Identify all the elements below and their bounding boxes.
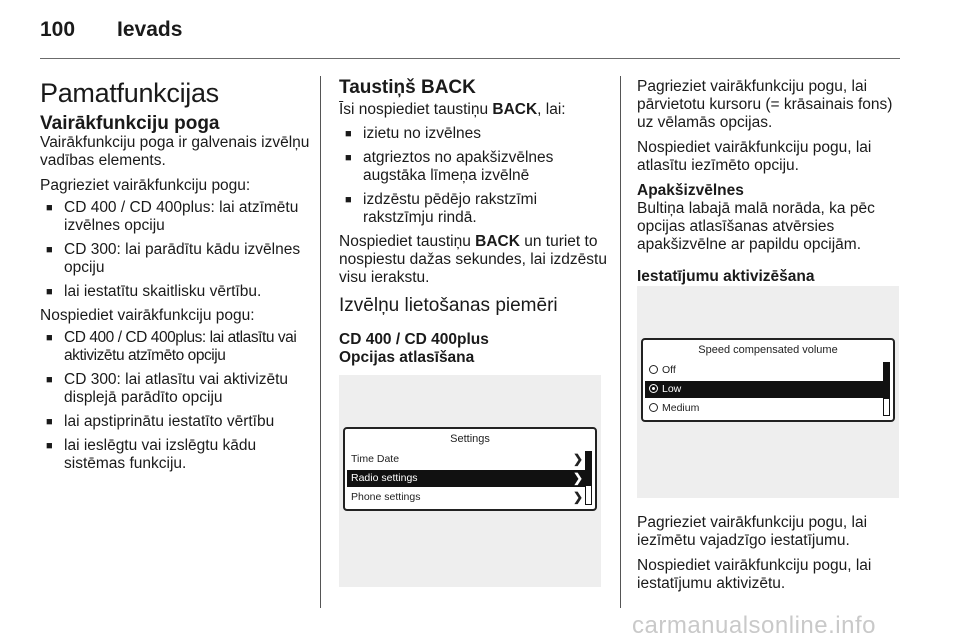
menu-row[interactable]: Phone settings ❯	[351, 490, 583, 504]
press-list	[40, 329, 310, 473]
intro-paragraph: Vairākfunkciju poga ir galvenais izvēlņu vadības elements.	[40, 134, 310, 169]
heading-pamatfunkcijas: Pamatfunkcijas	[40, 78, 219, 108]
column-divider-1	[320, 76, 321, 608]
submenu-heading: Apakšizvēlnes	[637, 182, 744, 199]
scrollbar-thumb[interactable]	[884, 363, 889, 399]
scrollbar[interactable]	[585, 451, 592, 505]
option-row[interactable]: Off	[645, 362, 885, 379]
heading-menu-examples: Izvēlņu lietošanas piemēri	[339, 295, 558, 316]
back-intro: Īsi nospiediet taustiņu BACK, lai:	[339, 101, 566, 118]
paragraph: Pagrieziet vairākfunkciju pogu, lai iezīmētu vajadzīgo iestatījumu.	[637, 514, 868, 549]
radio-icon	[649, 365, 658, 374]
right-column-bottom	[637, 514, 905, 600]
back-list	[339, 125, 609, 227]
speed-volume-screenshot	[637, 286, 899, 498]
heading-multifunction-knob: Vairākfunkciju poga	[40, 113, 220, 134]
list-item: ■ atgrieztos no apakšizvēlnes augstāka līmeņa izvēlnē	[339, 149, 609, 185]
list-item: ■ CD 400 / CD 400plus: lai atzīmētu izvēlnes opciju	[40, 199, 310, 235]
right-column	[637, 78, 905, 286]
settings-screenshot	[339, 375, 601, 587]
column-divider-2	[620, 76, 621, 608]
section-title: Ievads	[117, 18, 183, 41]
back-hold-paragraph: Nospiediet taustiņu BACK un turiet to nospiestu dažas sekundes, lai izdzēstu visu ierakstu.	[339, 233, 607, 286]
paragraph: Pagrieziet vairākfunkciju pogu, lai pārvietotu kursoru (= krāsainais fons) uz vēlamās opcijas.	[637, 78, 893, 131]
page-number: 100	[40, 18, 76, 41]
settings-display	[343, 427, 597, 511]
list-item: ■ CD 300: lai parādītu kādu izvēlnes opciju	[40, 241, 310, 277]
turn-label: Pagrieziet vairākfunkciju pogu:	[40, 177, 251, 194]
list-item: ■ izdzēstu pēdējo rakstzīmi rakstzīmju rindā.	[339, 191, 609, 227]
watermark: carmanualsonline.info	[632, 612, 876, 639]
radio-selected-icon	[649, 384, 658, 393]
middle-column	[339, 78, 609, 367]
option-row-selected[interactable]: Low	[645, 381, 885, 398]
paragraph: Nospiediet vairākfunkciju pogu, lai atlasītu iezīmēto opciju.	[637, 139, 872, 174]
menu-row-selected[interactable]: Radio settings ❯	[347, 470, 587, 487]
list-item: ■ CD 300: lai atlasītu vai aktivizētu displejā parādīto opciju	[40, 371, 310, 407]
header-rule	[40, 58, 900, 59]
turn-list	[40, 199, 310, 301]
chevron-right-icon: ❯	[572, 471, 583, 485]
list-item: ■ CD 400 / CD 400plus: lai atlasītu vai aktivizētu atzīmēto opciju	[40, 329, 310, 365]
chevron-right-icon: ❯	[572, 452, 583, 466]
settings-activation-heading: Iestatījumu aktivizēšana	[637, 268, 815, 285]
display-title: Speed compensated volume	[698, 344, 838, 356]
scrollbar-thumb[interactable]	[586, 452, 591, 486]
speed-volume-display	[641, 338, 895, 422]
paragraph: Nospiediet vairākfunkciju pogu, lai iestatījumu aktivizētu.	[637, 557, 872, 592]
option-select-heading: Opcijas atlasīšana	[339, 349, 475, 366]
paragraph: Bultiņa labajā malā norāda, ka pēc opcijas atlasīšanas atvērsies apakšizvēlne ar papildu opcijām.	[637, 200, 875, 253]
option-row[interactable]: Medium	[645, 400, 885, 417]
press-label: Nospiediet vairākfunkciju pogu:	[40, 307, 255, 324]
list-item: ■ lai iestatītu skaitlisku vērtību.	[40, 283, 310, 301]
left-column	[40, 78, 310, 479]
model-heading: CD 400 / CD 400plus	[339, 331, 489, 348]
list-item: ■ izietu no izvēlnes	[339, 125, 609, 143]
display-title: Settings	[450, 433, 490, 445]
scrollbar[interactable]	[883, 362, 890, 416]
list-item: ■ lai ieslēgtu vai izslēgtu kādu sistēmas funkciju.	[40, 437, 310, 473]
heading-back-button: Taustiņš BACK	[339, 77, 476, 98]
list-item: ■ lai apstiprinātu iestatīto vērtību	[40, 413, 310, 431]
menu-row[interactable]: Time Date ❯	[351, 452, 583, 466]
radio-icon	[649, 403, 658, 412]
chevron-right-icon: ❯	[572, 490, 583, 504]
